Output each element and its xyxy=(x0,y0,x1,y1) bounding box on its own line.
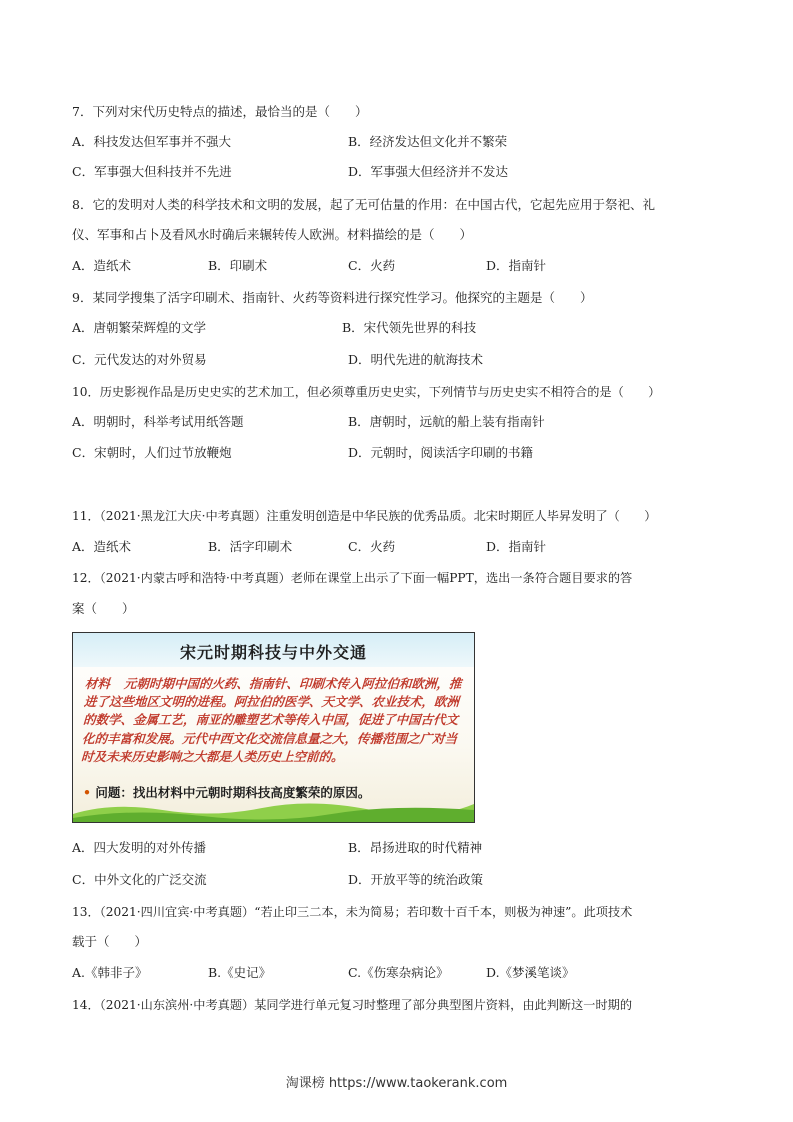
question-12-stem: 12．（2021·内蒙古呼和浩特·中考真题）老师在课堂上出示了下面一幅PPT，选出一条符合题目要求的答 xyxy=(72,571,633,585)
ppt-question-text: 问题：找出材料中元朝时期科技高度繁荣的原因。 xyxy=(95,785,371,800)
ppt-slide-image xyxy=(72,632,475,823)
option: C．军事强大但科技并不先进 xyxy=(72,164,232,179)
ppt-title: 宋元时期科技与中外交通 xyxy=(179,643,367,662)
option: A．科技发达但军事并不强大 xyxy=(72,134,232,149)
ppt-bullet: • xyxy=(83,785,91,800)
ppt-title-bar xyxy=(73,633,474,667)
footer-watermark: 淘课榜 https://www.taokerank.com xyxy=(285,1076,508,1091)
question-13-stem: 13．（2021·四川宜宾·中考真题）“若止印三二本，未为简易；若印数十百千本，则极为神速”。此项技术 xyxy=(72,905,633,919)
question-10-stem: 10．历史影视作品是历史史实的艺术加工，但必须尊重历史史实，下列情节与历史史实不相符合的是（ ） xyxy=(72,385,661,399)
question-8-stem-cont: 仪、军事和占卜及看风水时确后来辗转传人欧洲。材料描绘的是（ ） xyxy=(72,227,473,242)
option: B．宋代领先世界的科技 xyxy=(342,320,477,335)
option: C．中外文化的广泛交流 xyxy=(72,872,207,887)
option: D．指南针 xyxy=(486,539,547,554)
question-12-stem-cont: 案（ ） xyxy=(72,601,135,616)
option: A．造纸术 xyxy=(72,539,132,554)
question-7-stem: 7．下列对宋代历史特点的描述，最恰当的是（ ） xyxy=(72,104,368,119)
option: D.《梦溪笔谈》 xyxy=(486,965,575,980)
ppt-material xyxy=(81,675,466,766)
option: B．唐朝时，远航的船上装有指南针 xyxy=(348,414,545,429)
option: D．指南针 xyxy=(486,258,547,273)
ppt-material-text: 元朝时期中国的火药、指南针、印刷术传入阿拉伯和欧洲，推进了这些地区文明的进程。阿拉伯的医学、天文学、农业技术，欧洲的数学、金属工艺，南亚的雕塑艺术等传入中国，促进了中国古代文化的丰富和发展。元代中西文化交流信息量之大，传播范围之广对当时及未来历史影响之大都是人类历史上空前的。 xyxy=(80,676,462,764)
option: B．昂扬进取的时代精神 xyxy=(348,840,483,855)
option: A.《韩非子》 xyxy=(72,965,148,980)
ppt-material-label: 材料 xyxy=(84,676,111,691)
option: A．四大发明的对外传播 xyxy=(72,840,207,855)
option: D．军事强大但经济并不发达 xyxy=(348,164,509,179)
question-14-stem: 14．（2021·山东滨州·中考真题）某同学进行单元复习时整理了部分典型图片资料，由此判断这一时期的 xyxy=(72,998,633,1012)
question-11-stem: 11．（2021·黑龙江大庆·中考真题）注重发明创造是中华民族的优秀品质。北宋时期匠人毕昇发明了（ ） xyxy=(72,509,657,523)
option: A．造纸术 xyxy=(72,258,132,273)
option: B．经济发达但文化并不繁荣 xyxy=(348,134,508,149)
option: C.《伤寒杂病论》 xyxy=(348,965,449,980)
grass-decoration xyxy=(73,796,474,822)
option: D．开放平等的统治政策 xyxy=(348,872,484,887)
option: A．明朝时，科举考试用纸答题 xyxy=(72,414,244,429)
option: C．宋朝时，人们过节放鞭炮 xyxy=(72,445,232,460)
question-13-stem-cont: 载于（ ） xyxy=(72,934,148,949)
question-8-stem: 8．它的发明对人类的科学技术和文明的发展，起了无可估量的作用：在中国古代，它起先应用于祭祀、礼 xyxy=(72,197,655,212)
option: A．唐朝繁荣辉煌的文学 xyxy=(72,320,207,335)
option: D．元朝时，阅读活字印刷的书籍 xyxy=(348,445,534,460)
option: B．印刷术 xyxy=(208,258,268,273)
option: D．明代先进的航海技术 xyxy=(348,352,484,367)
option: B.《史记》 xyxy=(208,965,272,980)
option: C．火药 xyxy=(348,258,396,273)
option: C．火药 xyxy=(348,539,396,554)
question-9-stem: 9．某同学搜集了活字印刷术、指南针、火药等资料进行探究性学习。他探究的主题是（ ） xyxy=(72,290,593,305)
option: C．元代发达的对外贸易 xyxy=(72,352,207,367)
option: B．活字印刷术 xyxy=(208,539,293,554)
